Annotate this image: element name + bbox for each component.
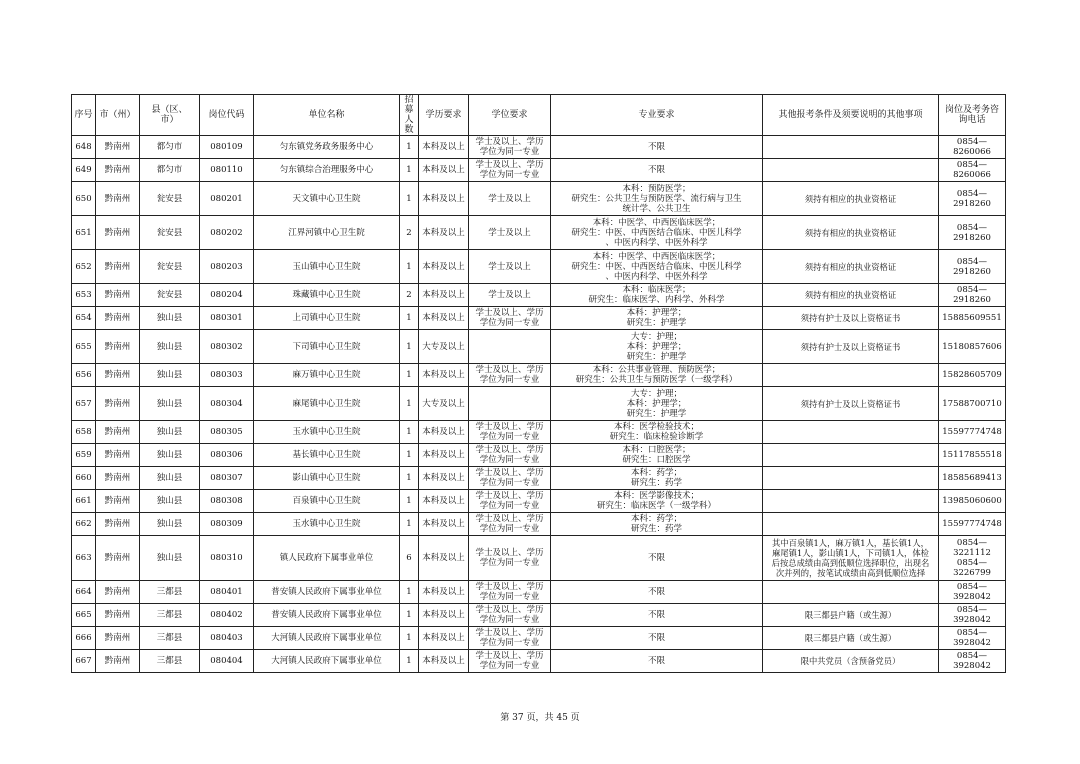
- cell-major: 不限: [551, 650, 763, 673]
- cell-note: 限中共党员（含预备党员）: [763, 650, 939, 673]
- col-header-code: 岗位代码: [200, 95, 254, 136]
- cell-note: [763, 581, 939, 604]
- cell-code: 080303: [200, 364, 254, 387]
- cell-city: 黔南州: [96, 284, 140, 307]
- cell-county: 独山县: [140, 307, 200, 330]
- cell-county: 独山县: [140, 536, 200, 581]
- cell-unit: 普安镇人民政府下属事业单位: [254, 581, 400, 604]
- cell-phone: 0854—2918260: [939, 250, 1006, 284]
- cell-edu: 本科及以上: [419, 627, 469, 650]
- table-row: [72, 330, 1006, 364]
- cell-degree: 学士及以上: [469, 284, 551, 307]
- cell-no: 660: [72, 467, 96, 490]
- cell-no: 665: [72, 604, 96, 627]
- table-row: [72, 159, 1006, 182]
- table-row: [72, 421, 1006, 444]
- table-row: [72, 387, 1006, 421]
- cell-edu: 本科及以上: [419, 467, 469, 490]
- cell-code: 080110: [200, 159, 254, 182]
- cell-phone: 0854—3928042: [939, 627, 1006, 650]
- cell-note: [763, 421, 939, 444]
- cell-degree: 学士及以上、学历 学位为同一专业: [469, 513, 551, 536]
- cell-code: 080403: [200, 627, 254, 650]
- cell-phone: 15597774748: [939, 421, 1006, 444]
- cell-city: 黔南州: [96, 421, 140, 444]
- cell-city: 黔南州: [96, 387, 140, 421]
- cell-note: [763, 467, 939, 490]
- cell-phone: 17588700710: [939, 387, 1006, 421]
- cell-major: 本科：护理学； 研究生：护理学: [551, 307, 763, 330]
- table-row: [72, 650, 1006, 673]
- cell-degree: 学士及以上、学历 学位为同一专业: [469, 364, 551, 387]
- cell-city: 黔南州: [96, 581, 140, 604]
- cell-code: 080308: [200, 490, 254, 513]
- cell-city: 黔南州: [96, 330, 140, 364]
- cell-count: 1: [400, 421, 419, 444]
- cell-no: 651: [72, 216, 96, 250]
- cell-degree: 学士及以上: [469, 250, 551, 284]
- cell-city: 黔南州: [96, 627, 140, 650]
- cell-unit: 大河镇人民政府下属事业单位: [254, 650, 400, 673]
- cell-degree: 学士及以上、学历 学位为同一专业: [469, 421, 551, 444]
- cell-edu: 本科及以上: [419, 250, 469, 284]
- cell-degree: 学士及以上: [469, 182, 551, 216]
- table-row: [72, 536, 1006, 581]
- cell-major: 本科：药学； 研究生：药学: [551, 513, 763, 536]
- col-header-unit: 单位名称: [254, 95, 400, 136]
- cell-county: 独山县: [140, 330, 200, 364]
- table-row: [72, 182, 1006, 216]
- cell-note: [763, 444, 939, 467]
- cell-note: [763, 136, 939, 159]
- cell-degree: 学士及以上、学历 学位为同一专业: [469, 536, 551, 581]
- cell-degree: 学士及以上、学历 学位为同一专业: [469, 307, 551, 330]
- cell-code: 080402: [200, 604, 254, 627]
- table-row: [72, 444, 1006, 467]
- cell-phone: 0854—8260066: [939, 159, 1006, 182]
- cell-city: 黔南州: [96, 536, 140, 581]
- cell-count: 1: [400, 581, 419, 604]
- cell-unit: 麻万镇中心卫生院: [254, 364, 400, 387]
- cell-edu: 本科及以上: [419, 444, 469, 467]
- cell-note: 须持有护士及以上资格证书: [763, 307, 939, 330]
- table-header-row: [72, 95, 1006, 136]
- recruitment-table: [71, 94, 1006, 673]
- cell-unit: 玉水镇中心卫生院: [254, 513, 400, 536]
- cell-note: 限三都县户籍（或生源）: [763, 604, 939, 627]
- cell-county: 独山县: [140, 490, 200, 513]
- page-number: 第 37 页，共 45 页: [500, 713, 580, 723]
- cell-unit: 珠藏镇中心卫生院: [254, 284, 400, 307]
- cell-county: 独山县: [140, 387, 200, 421]
- col-header-note: 其他报考条件及须要说明的其他事项: [763, 95, 939, 136]
- cell-edu: 本科及以上: [419, 284, 469, 307]
- cell-edu: 大专及以上: [419, 387, 469, 421]
- cell-unit: 玉山镇中心卫生院: [254, 250, 400, 284]
- col-header-phone: 岗位及考务咨 询电话: [939, 95, 1006, 136]
- cell-note: 须持有相应的执业资格证: [763, 250, 939, 284]
- cell-major: 本科：医学检验技术； 研究生：临床检验诊断学: [551, 421, 763, 444]
- cell-unit: 下司镇中心卫生院: [254, 330, 400, 364]
- cell-city: 黔南州: [96, 650, 140, 673]
- cell-unit: 玉水镇中心卫生院: [254, 421, 400, 444]
- cell-county: 瓮安县: [140, 216, 200, 250]
- cell-edu: 本科及以上: [419, 604, 469, 627]
- cell-county: 独山县: [140, 421, 200, 444]
- cell-count: 1: [400, 330, 419, 364]
- cell-county: 三都县: [140, 604, 200, 627]
- cell-unit: 匀东镇综合治理服务中心: [254, 159, 400, 182]
- cell-city: 黔南州: [96, 250, 140, 284]
- table-row: [72, 284, 1006, 307]
- cell-phone: 15828605709: [939, 364, 1006, 387]
- cell-no: 666: [72, 627, 96, 650]
- cell-no: 667: [72, 650, 96, 673]
- cell-city: 黔南州: [96, 136, 140, 159]
- cell-edu: 本科及以上: [419, 536, 469, 581]
- cell-county: 独山县: [140, 513, 200, 536]
- cell-no: 652: [72, 250, 96, 284]
- cell-major: 本科：预防医学； 研究生：公共卫生与预防医学、流行病与卫生 统计学、公共卫生: [551, 182, 763, 216]
- col-header-no: 序号: [72, 95, 96, 136]
- cell-degree: [469, 330, 551, 364]
- cell-unit: 上司镇中心卫生院: [254, 307, 400, 330]
- cell-code: 080304: [200, 387, 254, 421]
- cell-major: 不限: [551, 604, 763, 627]
- cell-phone: 0854—8260066: [939, 136, 1006, 159]
- col-header-degree: 学位要求: [469, 95, 551, 136]
- cell-edu: 本科及以上: [419, 581, 469, 604]
- cell-no: 661: [72, 490, 96, 513]
- cell-note: 其中百泉镇1人，麻万镇1人，基长镇1人， 麻尾镇1人，影山镇1人，下司镇1人，体检 后按总成绩由高到低顺位选择职位，出现名 次并列的，按笔试成绩由高到低顺位选择: [763, 536, 939, 581]
- cell-no: 663: [72, 536, 96, 581]
- cell-count: 1: [400, 444, 419, 467]
- cell-edu: 本科及以上: [419, 421, 469, 444]
- cell-edu: 本科及以上: [419, 182, 469, 216]
- cell-note: [763, 364, 939, 387]
- cell-code: 080202: [200, 216, 254, 250]
- cell-no: 655: [72, 330, 96, 364]
- cell-code: 080309: [200, 513, 254, 536]
- cell-county: 都匀市: [140, 159, 200, 182]
- cell-no: 659: [72, 444, 96, 467]
- cell-major: 本科：医学影像技术； 研究生：临床医学（一级学科）: [551, 490, 763, 513]
- cell-major: 大专：护理； 本科：护理学； 研究生：护理学: [551, 330, 763, 364]
- cell-unit: 江界河镇中心卫生院: [254, 216, 400, 250]
- cell-major: 不限: [551, 536, 763, 581]
- cell-degree: 学士及以上、学历 学位为同一专业: [469, 444, 551, 467]
- cell-unit: 匀东镇党务政务服务中心: [254, 136, 400, 159]
- cell-code: 080302: [200, 330, 254, 364]
- cell-county: 三都县: [140, 581, 200, 604]
- cell-count: 1: [400, 627, 419, 650]
- cell-code: 080401: [200, 581, 254, 604]
- cell-phone: 0854—2918260: [939, 284, 1006, 307]
- table-body: [72, 136, 1006, 673]
- cell-count: 1: [400, 250, 419, 284]
- cell-city: 黔南州: [96, 159, 140, 182]
- cell-phone: 0854—2918260: [939, 182, 1006, 216]
- cell-unit: 镇人民政府下属事业单位: [254, 536, 400, 581]
- cell-degree: 学士及以上、学历 学位为同一专业: [469, 159, 551, 182]
- cell-phone: 15597774748: [939, 513, 1006, 536]
- cell-unit: 麻尾镇中心卫生院: [254, 387, 400, 421]
- cell-count: 1: [400, 650, 419, 673]
- cell-degree: 学士及以上、学历 学位为同一专业: [469, 627, 551, 650]
- cell-major: 本科：口腔医学； 研究生：口腔医学: [551, 444, 763, 467]
- cell-county: 独山县: [140, 364, 200, 387]
- cell-count: 1: [400, 136, 419, 159]
- cell-code: 080305: [200, 421, 254, 444]
- cell-major: 不限: [551, 136, 763, 159]
- cell-code: 080301: [200, 307, 254, 330]
- cell-county: 独山县: [140, 444, 200, 467]
- table-row: [72, 490, 1006, 513]
- cell-no: 654: [72, 307, 96, 330]
- cell-major: 不限: [551, 159, 763, 182]
- cell-major: 不限: [551, 581, 763, 604]
- cell-no: 649: [72, 159, 96, 182]
- cell-code: 080310: [200, 536, 254, 581]
- cell-count: 6: [400, 536, 419, 581]
- col-header-count: 招募 人数: [400, 95, 419, 136]
- cell-city: 黔南州: [96, 216, 140, 250]
- cell-phone: 0854—3928042: [939, 650, 1006, 673]
- col-header-county: 县（区、 市）: [140, 95, 200, 136]
- cell-no: 658: [72, 421, 96, 444]
- table-row: [72, 216, 1006, 250]
- table-row: [72, 307, 1006, 330]
- cell-city: 黔南州: [96, 513, 140, 536]
- col-header-major: 专业要求: [551, 95, 763, 136]
- cell-note: 须持有相应的执业资格证: [763, 284, 939, 307]
- cell-edu: 本科及以上: [419, 364, 469, 387]
- cell-edu: 本科及以上: [419, 650, 469, 673]
- cell-major: 大专：护理； 本科：护理学； 研究生：护理学: [551, 387, 763, 421]
- cell-phone: 15117855518: [939, 444, 1006, 467]
- cell-major: 不限: [551, 627, 763, 650]
- cell-count: 1: [400, 467, 419, 490]
- cell-city: 黔南州: [96, 467, 140, 490]
- table-row: [72, 513, 1006, 536]
- cell-degree: 学士及以上、学历 学位为同一专业: [469, 581, 551, 604]
- cell-code: 080204: [200, 284, 254, 307]
- cell-city: 黔南州: [96, 490, 140, 513]
- cell-code: 080203: [200, 250, 254, 284]
- cell-county: 三都县: [140, 627, 200, 650]
- table-row: [72, 604, 1006, 627]
- cell-degree: 学士及以上、学历 学位为同一专业: [469, 650, 551, 673]
- cell-degree: 学士及以上: [469, 216, 551, 250]
- cell-unit: 大河镇人民政府下属事业单位: [254, 627, 400, 650]
- cell-phone: 15885609551: [939, 307, 1006, 330]
- cell-degree: 学士及以上、学历 学位为同一专业: [469, 467, 551, 490]
- cell-count: 1: [400, 364, 419, 387]
- cell-no: 662: [72, 513, 96, 536]
- cell-code: 080307: [200, 467, 254, 490]
- table-row: [72, 627, 1006, 650]
- cell-phone: 18585689413: [939, 467, 1006, 490]
- cell-degree: 学士及以上、学历 学位为同一专业: [469, 604, 551, 627]
- cell-city: 黔南州: [96, 444, 140, 467]
- cell-unit: 天文镇中心卫生院: [254, 182, 400, 216]
- cell-note: 须持有相应的执业资格证: [763, 182, 939, 216]
- cell-no: 657: [72, 387, 96, 421]
- cell-degree: 学士及以上、学历 学位为同一专业: [469, 490, 551, 513]
- cell-phone: 0854—2918260: [939, 216, 1006, 250]
- cell-code: 080109: [200, 136, 254, 159]
- cell-code: 080404: [200, 650, 254, 673]
- cell-edu: 本科及以上: [419, 216, 469, 250]
- cell-no: 650: [72, 182, 96, 216]
- cell-county: 瓮安县: [140, 250, 200, 284]
- cell-major: 本科：中医学、中西医临床医学； 研究生：中医、中西医结合临床、中医儿科学 、中医内科学、中医外科学: [551, 250, 763, 284]
- cell-count: 2: [400, 216, 419, 250]
- cell-county: 都匀市: [140, 136, 200, 159]
- cell-city: 黔南州: [96, 182, 140, 216]
- col-header-edu: 学历要求: [419, 95, 469, 136]
- cell-phone: 0854—3221112 0854—3226799: [939, 536, 1006, 581]
- cell-no: 653: [72, 284, 96, 307]
- cell-no: 664: [72, 581, 96, 604]
- cell-county: 瓮安县: [140, 284, 200, 307]
- cell-note: 须持有护士及以上资格证书: [763, 387, 939, 421]
- cell-no: 656: [72, 364, 96, 387]
- cell-degree: [469, 387, 551, 421]
- cell-note: 须持有相应的执业资格证: [763, 216, 939, 250]
- cell-count: 2: [400, 284, 419, 307]
- cell-count: 1: [400, 159, 419, 182]
- table-row: [72, 250, 1006, 284]
- cell-code: 080306: [200, 444, 254, 467]
- cell-major: 本科：公共事业管理、预防医学； 研究生：公共卫生与预防医学（一级学科）: [551, 364, 763, 387]
- cell-edu: 本科及以上: [419, 159, 469, 182]
- cell-degree: 学士及以上、学历 学位为同一专业: [469, 136, 551, 159]
- cell-note: [763, 159, 939, 182]
- cell-unit: 基长镇中心卫生院: [254, 444, 400, 467]
- cell-city: 黔南州: [96, 364, 140, 387]
- cell-note: [763, 513, 939, 536]
- cell-unit: 影山镇中心卫生院: [254, 467, 400, 490]
- cell-note: 限三都县户籍（或生源）: [763, 627, 939, 650]
- cell-major: 本科：临床医学； 研究生：临床医学、内科学、外科学: [551, 284, 763, 307]
- table-row: [72, 467, 1006, 490]
- cell-count: 1: [400, 490, 419, 513]
- cell-major: 本科：药学； 研究生：药学: [551, 467, 763, 490]
- table-row: [72, 136, 1006, 159]
- cell-city: 黔南州: [96, 604, 140, 627]
- cell-no: 648: [72, 136, 96, 159]
- cell-code: 080201: [200, 182, 254, 216]
- cell-edu: 本科及以上: [419, 513, 469, 536]
- cell-phone: 0854—3928042: [939, 581, 1006, 604]
- cell-note: [763, 490, 939, 513]
- cell-count: 1: [400, 513, 419, 536]
- cell-edu: 本科及以上: [419, 490, 469, 513]
- table-row: [72, 364, 1006, 387]
- cell-count: 1: [400, 387, 419, 421]
- cell-phone: 13985060600: [939, 490, 1006, 513]
- cell-unit: 普安镇人民政府下属事业单位: [254, 604, 400, 627]
- col-header-city: 市（州）: [96, 95, 140, 136]
- recruitment-table-container: [71, 94, 1005, 673]
- cell-edu: 本科及以上: [419, 136, 469, 159]
- cell-county: 独山县: [140, 467, 200, 490]
- cell-edu: 大专及以上: [419, 330, 469, 364]
- cell-count: 1: [400, 604, 419, 627]
- cell-count: 1: [400, 307, 419, 330]
- cell-note: 须持有护士及以上资格证书: [763, 330, 939, 364]
- table-row: [72, 581, 1006, 604]
- cell-unit: 百泉镇中心卫生院: [254, 490, 400, 513]
- cell-phone: 0854—3928042: [939, 604, 1006, 627]
- cell-edu: 本科及以上: [419, 307, 469, 330]
- cell-county: 瓮安县: [140, 182, 200, 216]
- cell-city: 黔南州: [96, 307, 140, 330]
- cell-county: 三都县: [140, 650, 200, 673]
- cell-phone: 15180857606: [939, 330, 1006, 364]
- cell-count: 1: [400, 182, 419, 216]
- cell-major: 本科：中医学、中西医临床医学； 研究生：中医、中西医结合临床、中医儿科学 、中医内科学、中医外科学: [551, 216, 763, 250]
